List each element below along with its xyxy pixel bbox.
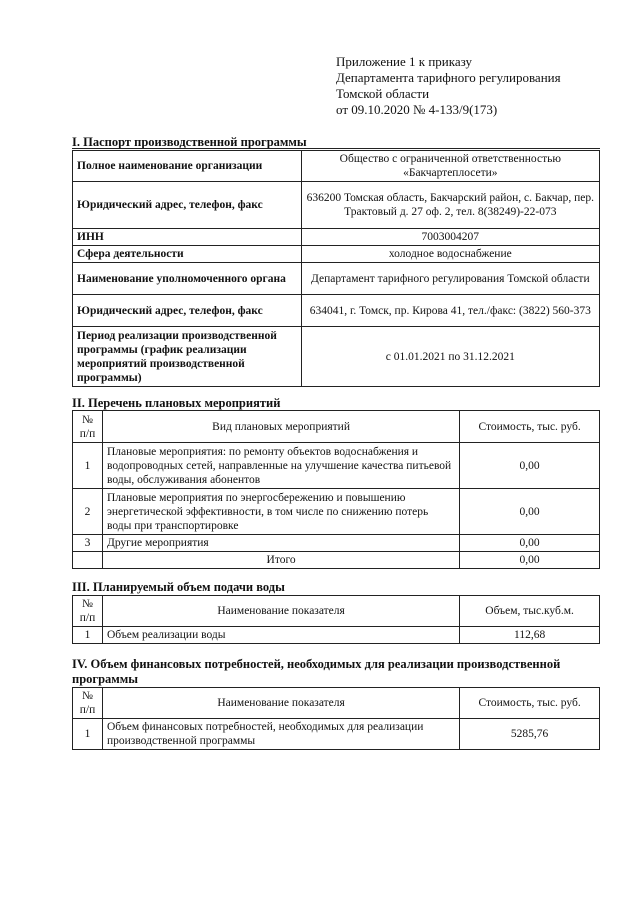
table-row [73, 327, 600, 387]
table-row [73, 627, 600, 644]
header-name: Вид плановых мероприятий [102, 411, 459, 443]
section3-title: III. Планируемый объем подачи воды [72, 580, 285, 594]
cell-name: Другие мероприятия [102, 535, 459, 552]
table-header-row [73, 411, 600, 443]
header-line-3: Томской области [336, 86, 430, 101]
table-header-row [73, 688, 600, 719]
row-value: Общество с ограниченной ответственностью «Бакчартеплосети» [301, 151, 599, 182]
row-value: холодное водоснабжение [301, 246, 599, 263]
cell-num: 3 [73, 535, 103, 552]
row-label: Юридический адрес, телефон, факс [73, 295, 302, 327]
cell-cost: 0,00 [460, 443, 600, 489]
header-num: № п/п [73, 411, 103, 443]
section4-title-line1: IV. Объем финансовых потребностей, необходимых для реализации производственной [72, 657, 561, 671]
cell-name: Объем реализации воды [102, 627, 459, 644]
row-label: Период реализации производственной программы (график реализации мероприятий производственной программы) [73, 327, 302, 387]
table-total-row [73, 552, 600, 569]
cell-cost: 5285,76 [460, 719, 600, 750]
cell-cost: 0,00 [460, 489, 600, 535]
header-num: № п/п [73, 596, 103, 627]
header-line-2: Департамента тарифного регулирования [336, 70, 561, 85]
header-cost: Стоимость, тыс. руб. [460, 688, 600, 719]
header-cost: Стоимость, тыс. руб. [460, 411, 600, 443]
header-volume: Объем, тыс.куб.м. [460, 596, 600, 627]
cell-num: 1 [73, 443, 103, 489]
cell-cost: 0,00 [460, 535, 600, 552]
table-row [73, 535, 600, 552]
total-value: 0,00 [460, 552, 600, 569]
finance-table [72, 687, 600, 750]
table-row [73, 182, 600, 229]
cell-name: Объем финансовых потребностей, необходимых для реализации производственной программы [102, 719, 459, 750]
row-label: Юридический адрес, телефон, факс [73, 182, 302, 229]
row-value: 636200 Томская область, Бакчарский район, с. Бакчар, пер. Трактовый д. 27 оф. 2, тел. 8(38249)-22-073 [301, 182, 599, 229]
table-row [73, 246, 600, 263]
row-label: ИНН [73, 229, 302, 246]
table-row [73, 151, 600, 182]
row-value: Департамент тарифного регулирования Томской области [301, 263, 599, 295]
activities-table [72, 410, 600, 569]
row-label: Наименование уполномоченного органа [73, 263, 302, 295]
table-row [73, 443, 600, 489]
cell-num: 2 [73, 489, 103, 535]
table-row [73, 263, 600, 295]
row-value: 7003004207 [301, 229, 599, 246]
header-num: № п/п [73, 688, 103, 719]
section4-title-line2: программы [72, 672, 139, 686]
table-row [73, 295, 600, 327]
header-line-4: от 09.10.2020 № 4-133/9(173) [336, 102, 498, 117]
cell-num: 1 [73, 719, 103, 750]
total-label: Итого [102, 552, 459, 569]
table-row [73, 489, 600, 535]
table-row [73, 719, 600, 750]
header-line-1: Приложение 1 к приказу [336, 54, 473, 69]
row-label: Полное наименование организации [73, 151, 302, 182]
row-label: Сфера деятельности [73, 246, 302, 263]
cell-empty [73, 552, 103, 569]
cell-num: 1 [73, 627, 103, 644]
table-header-row [73, 596, 600, 627]
cell-name: Плановые мероприятия по энергосбережению и повышению энергетической эффективности, в том числе по снижению потерь воды при транспортировке [102, 489, 459, 535]
row-value: 634041, г. Томск, пр. Кирова 41, тел./факс: (3822) 560-373 [301, 295, 599, 327]
volume-table [72, 595, 600, 644]
cell-name: Плановые мероприятия: по ремонту объектов водоснабжения и водопроводных сетей, направленные на улучшение качества питьевой воды, обслуживания абонентов [102, 443, 459, 489]
header-name: Наименование показателя [102, 688, 459, 719]
cell-volume: 112,68 [460, 627, 600, 644]
table-row [73, 229, 600, 246]
section1-title: I. Паспорт производственной программы [72, 135, 307, 149]
row-value: с 01.01.2021 по 31.12.2021 [301, 327, 599, 387]
section2-title: II. Перечень плановых мероприятий [72, 396, 281, 410]
header-name: Наименование показателя [102, 596, 459, 627]
section1-rule [72, 148, 600, 149]
passport-table [72, 150, 600, 387]
